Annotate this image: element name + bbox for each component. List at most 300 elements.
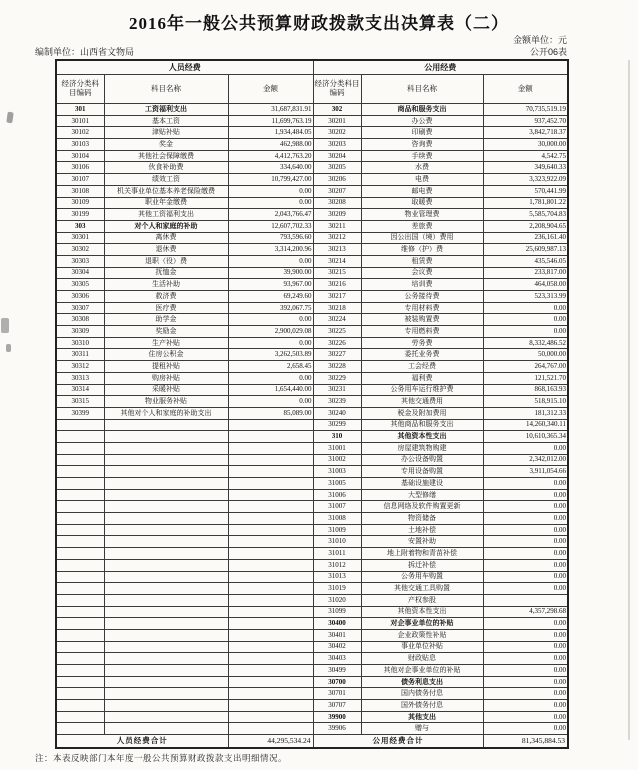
amount-cell: 8,332,486.52 bbox=[483, 337, 568, 349]
amount-cell: 0.00 bbox=[483, 478, 568, 490]
amount-cell: 85,089.00 bbox=[228, 407, 313, 419]
code-cell: 30308 bbox=[56, 314, 104, 326]
table-row bbox=[56, 139, 568, 151]
table-row bbox=[56, 372, 568, 384]
code-cell: 30231 bbox=[313, 384, 361, 396]
code-cell: 30211 bbox=[313, 220, 361, 232]
subject-cell: 土地补偿 bbox=[361, 524, 483, 536]
code-cell: 303 bbox=[56, 220, 104, 232]
table-row bbox=[56, 361, 568, 373]
subject-cell: 其他工资福利支出 bbox=[104, 209, 228, 221]
code-cell: 30104 bbox=[56, 150, 104, 162]
col-header-code-left: 经济分类科目编码 bbox=[56, 75, 104, 104]
subject-cell: 办公费 bbox=[361, 115, 483, 127]
amount-cell: 2,208,904.65 bbox=[483, 220, 568, 232]
amount-cell: 3,314,200.96 bbox=[228, 244, 313, 256]
amount-cell: 0.00 bbox=[483, 629, 568, 641]
subject-cell bbox=[104, 489, 228, 501]
code-cell: 30206 bbox=[313, 174, 361, 186]
table-row bbox=[56, 244, 568, 256]
amount-cell: 264,767.00 bbox=[483, 361, 568, 373]
amount-cell: 462,988.00 bbox=[228, 139, 313, 151]
code-cell: 30399 bbox=[56, 407, 104, 419]
amount-cell: 25,609,987.13 bbox=[483, 244, 568, 256]
code-cell bbox=[56, 431, 104, 443]
table-row bbox=[56, 209, 568, 221]
subject-cell bbox=[104, 700, 228, 712]
subject-cell: 地上附着物和青苗补偿 bbox=[361, 548, 483, 560]
subject-cell: 维修（护）费 bbox=[361, 244, 483, 256]
col-header-amount-right: 金额 bbox=[483, 75, 568, 104]
subject-cell: 公务用车运行维护费 bbox=[361, 384, 483, 396]
amount-cell: 0.00 bbox=[483, 326, 568, 338]
amount-cell bbox=[228, 571, 313, 583]
amount-cell bbox=[228, 700, 313, 712]
code-cell: 30303 bbox=[56, 255, 104, 267]
subject-cell bbox=[104, 629, 228, 641]
subject-cell: 债务利息支出 bbox=[361, 676, 483, 688]
table-row bbox=[56, 665, 568, 677]
code-cell: 301 bbox=[56, 104, 104, 116]
table-row bbox=[56, 466, 568, 478]
subject-cell: 公务接待费 bbox=[361, 291, 483, 303]
amount-cell: 11,699,763.19 bbox=[228, 115, 313, 127]
amount-cell: 0.00 bbox=[483, 442, 568, 454]
amount-cell: 236,161.40 bbox=[483, 232, 568, 244]
code-cell: 30226 bbox=[313, 337, 361, 349]
subject-cell: 办公设备购置 bbox=[361, 454, 483, 466]
subject-cell: 其他资本性支出 bbox=[361, 606, 483, 618]
code-cell: 30199 bbox=[56, 209, 104, 221]
table-row bbox=[56, 314, 568, 326]
code-cell: 30301 bbox=[56, 232, 104, 244]
subject-cell: 专用燃料费 bbox=[361, 326, 483, 338]
section-public-header: 公用经费 bbox=[313, 60, 568, 75]
code-cell: 30215 bbox=[313, 267, 361, 279]
amount-cell: 0.00 bbox=[228, 314, 313, 326]
subject-cell: 物业管理费 bbox=[361, 209, 483, 221]
code-cell: 30307 bbox=[56, 302, 104, 314]
subject-cell bbox=[104, 583, 228, 595]
code-cell: 39900 bbox=[313, 711, 361, 723]
subject-cell bbox=[104, 606, 228, 618]
amount-cell: 0.00 bbox=[483, 559, 568, 571]
amount-cell: 0.00 bbox=[483, 302, 568, 314]
subject-cell: 奖励金 bbox=[104, 326, 228, 338]
subject-cell: 工会经费 bbox=[361, 361, 483, 373]
code-cell: 30106 bbox=[56, 162, 104, 174]
amount-cell bbox=[228, 653, 313, 665]
amount-cell: 0.00 bbox=[483, 501, 568, 513]
table-row bbox=[56, 127, 568, 139]
subject-cell: 公务用车购置 bbox=[361, 571, 483, 583]
amount-cell: 0.00 bbox=[228, 255, 313, 267]
amount-cell: 392,067.75 bbox=[228, 302, 313, 314]
prepared-by: 编制单位：山西省文物局 bbox=[35, 47, 135, 57]
amount-cell bbox=[228, 524, 313, 536]
subject-cell: 其他交通费用 bbox=[361, 396, 483, 408]
amount-cell: 523,313.99 bbox=[483, 291, 568, 303]
code-cell bbox=[56, 641, 104, 653]
subject-cell bbox=[104, 594, 228, 606]
amount-cell: 570,441.99 bbox=[483, 185, 568, 197]
public-total-label: 公用经费合计 bbox=[313, 735, 483, 748]
code-cell: 30216 bbox=[313, 279, 361, 291]
table-row bbox=[56, 629, 568, 641]
subject-cell: 职业年金缴费 bbox=[104, 197, 228, 209]
table-row bbox=[56, 524, 568, 536]
amount-cell: 1,934,484.05 bbox=[228, 127, 313, 139]
code-cell bbox=[56, 688, 104, 700]
col-header-name-left: 科目名称 bbox=[104, 75, 228, 104]
amount-cell: 31,687,831.91 bbox=[228, 104, 313, 116]
code-cell: 30218 bbox=[313, 302, 361, 314]
page-title: 2016年一般公共预算财政拨款支出决算表（二） bbox=[129, 14, 509, 33]
subject-cell: 对企事业单位的补贴 bbox=[361, 618, 483, 630]
amount-cell bbox=[228, 559, 313, 571]
amount-cell: 0.00 bbox=[483, 641, 568, 653]
amount-cell bbox=[228, 583, 313, 595]
code-cell: 31007 bbox=[313, 501, 361, 513]
subject-cell: 其他对个人和家庭的补助支出 bbox=[104, 407, 228, 419]
subject-cell: 水费 bbox=[361, 162, 483, 174]
code-cell: 30212 bbox=[313, 232, 361, 244]
amount-cell bbox=[228, 501, 313, 513]
code-cell: 30204 bbox=[313, 150, 361, 162]
amount-unit-note: 金额单位：元 bbox=[512, 35, 567, 45]
code-cell: 30201 bbox=[313, 115, 361, 127]
amount-cell: 0.00 bbox=[483, 665, 568, 677]
code-cell: 31020 bbox=[313, 594, 361, 606]
code-cell: 30229 bbox=[313, 372, 361, 384]
scan-artifact bbox=[6, 112, 13, 124]
code-cell: 30314 bbox=[56, 384, 104, 396]
code-cell: 30217 bbox=[313, 291, 361, 303]
code-cell: 30209 bbox=[313, 209, 361, 221]
amount-cell bbox=[228, 454, 313, 466]
code-cell: 31013 bbox=[313, 571, 361, 583]
subject-cell: 生产补贴 bbox=[104, 337, 228, 349]
code-cell: 31008 bbox=[313, 513, 361, 525]
subject-cell: 津贴补贴 bbox=[104, 127, 228, 139]
subject-cell: 物资储备 bbox=[361, 513, 483, 525]
section-header-row bbox=[56, 60, 568, 75]
code-cell bbox=[56, 548, 104, 560]
subject-cell: 其他社会保障缴费 bbox=[104, 150, 228, 162]
subject-cell: 工资福利支出 bbox=[104, 104, 228, 116]
subject-cell: 其他资本性支出 bbox=[361, 431, 483, 443]
amount-cell: 0.00 bbox=[228, 372, 313, 384]
subject-cell: 劳务费 bbox=[361, 337, 483, 349]
subject-cell bbox=[104, 501, 228, 513]
table-row bbox=[56, 407, 568, 419]
subject-cell bbox=[104, 688, 228, 700]
scan-artifact bbox=[6, 344, 11, 352]
subject-cell: 退休费 bbox=[104, 244, 228, 256]
subject-cell: 企业政策性补贴 bbox=[361, 629, 483, 641]
subject-cell bbox=[104, 559, 228, 571]
amount-cell: 0.00 bbox=[228, 185, 313, 197]
code-cell bbox=[56, 700, 104, 712]
amount-cell: 39,900.00 bbox=[228, 267, 313, 279]
code-cell: 31012 bbox=[313, 559, 361, 571]
col-header-amount-left: 金额 bbox=[228, 75, 313, 104]
amount-cell: 3,262,503.89 bbox=[228, 349, 313, 361]
table-row bbox=[56, 454, 568, 466]
amount-cell: 435,546.05 bbox=[483, 255, 568, 267]
amount-cell: 0.00 bbox=[228, 396, 313, 408]
table-row bbox=[56, 688, 568, 700]
subject-cell: 拆迁补偿 bbox=[361, 559, 483, 571]
table-row bbox=[56, 291, 568, 303]
amount-cell: 0.00 bbox=[483, 688, 568, 700]
code-cell bbox=[56, 524, 104, 536]
code-cell: 30302 bbox=[56, 244, 104, 256]
code-cell: 30101 bbox=[56, 115, 104, 127]
amount-cell: 181,312.33 bbox=[483, 407, 568, 419]
amount-cell: 0.00 bbox=[483, 618, 568, 630]
subject-cell: 救济费 bbox=[104, 291, 228, 303]
table-row bbox=[56, 583, 568, 595]
code-cell: 31010 bbox=[313, 536, 361, 548]
subject-cell bbox=[104, 618, 228, 630]
code-cell: 30202 bbox=[313, 127, 361, 139]
code-cell bbox=[56, 489, 104, 501]
subject-cell: 绩效工资 bbox=[104, 174, 228, 186]
subject-cell: 取暖费 bbox=[361, 197, 483, 209]
subject-cell bbox=[104, 524, 228, 536]
public-total-amount: 81,345,884.53 bbox=[483, 735, 568, 748]
code-cell: 30224 bbox=[313, 314, 361, 326]
subject-cell: 基本工资 bbox=[104, 115, 228, 127]
code-cell: 30700 bbox=[313, 676, 361, 688]
code-cell: 30214 bbox=[313, 255, 361, 267]
code-cell: 31019 bbox=[313, 583, 361, 595]
code-cell: 30309 bbox=[56, 326, 104, 338]
amount-cell bbox=[228, 665, 313, 677]
code-cell bbox=[56, 559, 104, 571]
amount-cell: 0.00 bbox=[228, 197, 313, 209]
code-cell bbox=[56, 676, 104, 688]
code-cell: 31011 bbox=[313, 548, 361, 560]
col-header-name-right: 科目名称 bbox=[361, 75, 483, 104]
table-row bbox=[56, 419, 568, 431]
subject-cell bbox=[104, 676, 228, 688]
subject-cell: 其他支出 bbox=[361, 711, 483, 723]
subject-cell: 奖金 bbox=[104, 139, 228, 151]
code-cell: 30203 bbox=[313, 139, 361, 151]
subject-cell: 被装购置费 bbox=[361, 314, 483, 326]
table-row bbox=[56, 104, 568, 116]
subject-cell bbox=[104, 548, 228, 560]
amount-cell: 349,640.33 bbox=[483, 162, 568, 174]
subject-cell: 事业单位补贴 bbox=[361, 641, 483, 653]
amount-cell: 3,911,054.66 bbox=[483, 466, 568, 478]
table-row bbox=[56, 723, 568, 735]
amount-cell: 3,842,718.37 bbox=[483, 127, 568, 139]
amount-cell: 937,452.70 bbox=[483, 115, 568, 127]
amount-cell: 518,915.10 bbox=[483, 396, 568, 408]
table-row bbox=[56, 337, 568, 349]
subject-cell bbox=[104, 466, 228, 478]
subject-cell bbox=[104, 723, 228, 735]
table-row bbox=[56, 711, 568, 723]
scan-artifact bbox=[1, 318, 9, 333]
subject-cell: 信息网络及软件购置更新 bbox=[361, 501, 483, 513]
amount-cell bbox=[228, 594, 313, 606]
column-header-row bbox=[56, 75, 568, 104]
subject-cell: 住房公积金 bbox=[104, 349, 228, 361]
code-cell bbox=[56, 442, 104, 454]
table-row bbox=[56, 641, 568, 653]
amount-cell: 0.00 bbox=[483, 513, 568, 525]
table-row bbox=[56, 279, 568, 291]
table-row bbox=[56, 162, 568, 174]
table-row bbox=[56, 232, 568, 244]
table-row bbox=[56, 197, 568, 209]
table-row bbox=[56, 700, 568, 712]
amount-cell: 10,610,365.34 bbox=[483, 431, 568, 443]
subject-cell: 购房补贴 bbox=[104, 372, 228, 384]
amount-cell bbox=[228, 419, 313, 431]
subject-cell: 邮电费 bbox=[361, 185, 483, 197]
amount-cell: 1,654,440.00 bbox=[228, 384, 313, 396]
code-cell: 30228 bbox=[313, 361, 361, 373]
amount-cell: 233,817.00 bbox=[483, 267, 568, 279]
code-cell: 30707 bbox=[313, 700, 361, 712]
table-row bbox=[56, 594, 568, 606]
subject-cell bbox=[104, 653, 228, 665]
subject-cell: 抚恤金 bbox=[104, 267, 228, 279]
subject-cell: 其他商品和服务支出 bbox=[361, 419, 483, 431]
code-cell bbox=[56, 454, 104, 466]
amount-cell: 14,260,340.11 bbox=[483, 419, 568, 431]
table-row bbox=[56, 513, 568, 525]
table-row bbox=[56, 220, 568, 232]
table-row bbox=[56, 501, 568, 513]
amount-cell: 4,357,298.68 bbox=[483, 606, 568, 618]
subject-cell bbox=[104, 513, 228, 525]
subject-cell: 财政贴息 bbox=[361, 653, 483, 665]
subject-cell bbox=[104, 536, 228, 548]
code-cell: 30240 bbox=[313, 407, 361, 419]
table-row bbox=[56, 174, 568, 186]
subject-cell: 退职（役）费 bbox=[104, 255, 228, 267]
amount-cell bbox=[228, 536, 313, 548]
subject-cell bbox=[104, 419, 228, 431]
subject-cell: 生活补助 bbox=[104, 279, 228, 291]
amount-cell: 868,163.93 bbox=[483, 384, 568, 396]
table-row bbox=[56, 185, 568, 197]
code-cell bbox=[56, 513, 104, 525]
subject-cell bbox=[104, 571, 228, 583]
table-row bbox=[56, 536, 568, 548]
amount-cell: 2,658.45 bbox=[228, 361, 313, 373]
subject-cell: 租赁费 bbox=[361, 255, 483, 267]
subject-cell: 电费 bbox=[361, 174, 483, 186]
amount-cell bbox=[228, 489, 313, 501]
subject-cell: 大型修缮 bbox=[361, 489, 483, 501]
amount-cell: 2,342,012.00 bbox=[483, 454, 568, 466]
subject-cell: 咨询费 bbox=[361, 139, 483, 151]
code-cell bbox=[56, 536, 104, 548]
amount-cell bbox=[228, 711, 313, 723]
amount-cell: 5,585,704.83 bbox=[483, 209, 568, 221]
amount-cell: 0.00 bbox=[483, 489, 568, 501]
scan-edge-shadow bbox=[628, 60, 630, 740]
amount-cell: 0.00 bbox=[483, 700, 568, 712]
amount-cell: 30,000.00 bbox=[483, 139, 568, 151]
code-cell bbox=[56, 618, 104, 630]
subject-cell: 采暖补贴 bbox=[104, 384, 228, 396]
code-cell bbox=[56, 629, 104, 641]
table-row bbox=[56, 115, 568, 127]
code-cell: 30499 bbox=[313, 665, 361, 677]
code-cell: 30239 bbox=[313, 396, 361, 408]
code-cell: 30306 bbox=[56, 291, 104, 303]
code-cell: 30310 bbox=[56, 337, 104, 349]
subject-cell: 培训费 bbox=[361, 279, 483, 291]
code-cell bbox=[56, 711, 104, 723]
amount-cell: 50,000.00 bbox=[483, 349, 568, 361]
code-cell bbox=[56, 478, 104, 490]
subject-cell: 商品和服务支出 bbox=[361, 104, 483, 116]
subject-cell: 其他交通工具购置 bbox=[361, 583, 483, 595]
code-cell: 30107 bbox=[56, 174, 104, 186]
code-cell bbox=[56, 594, 104, 606]
subject-cell: 提租补贴 bbox=[104, 361, 228, 373]
code-cell: 31006 bbox=[313, 489, 361, 501]
code-cell: 30225 bbox=[313, 326, 361, 338]
subject-cell: 差旅费 bbox=[361, 220, 483, 232]
table-row bbox=[56, 349, 568, 361]
subject-cell: 国外债务付息 bbox=[361, 700, 483, 712]
code-cell: 30312 bbox=[56, 361, 104, 373]
code-cell: 31005 bbox=[313, 478, 361, 490]
table-row bbox=[56, 326, 568, 338]
subject-cell: 助学金 bbox=[104, 314, 228, 326]
code-cell: 30208 bbox=[313, 197, 361, 209]
code-cell: 30227 bbox=[313, 349, 361, 361]
code-cell bbox=[56, 466, 104, 478]
table-row bbox=[56, 676, 568, 688]
amount-cell: 121,521.70 bbox=[483, 372, 568, 384]
subject-cell: 对个人和家庭的补助 bbox=[104, 220, 228, 232]
amount-cell bbox=[228, 676, 313, 688]
code-cell: 30109 bbox=[56, 197, 104, 209]
subject-cell: 伙食补助费 bbox=[104, 162, 228, 174]
code-cell: 302 bbox=[313, 104, 361, 116]
amount-cell bbox=[228, 478, 313, 490]
code-cell: 30403 bbox=[313, 653, 361, 665]
code-cell bbox=[56, 583, 104, 595]
code-cell: 31009 bbox=[313, 524, 361, 536]
amount-cell: 69,249.60 bbox=[228, 291, 313, 303]
code-cell: 39906 bbox=[313, 723, 361, 735]
subject-cell: 机关事业单位基本养老保险缴费 bbox=[104, 185, 228, 197]
table-row bbox=[56, 302, 568, 314]
table-body bbox=[56, 104, 568, 735]
code-cell: 30315 bbox=[56, 396, 104, 408]
amount-cell bbox=[228, 723, 313, 735]
subject-cell bbox=[104, 431, 228, 443]
code-cell: 30102 bbox=[56, 127, 104, 139]
subject-cell bbox=[104, 711, 228, 723]
amount-cell: 464,058.00 bbox=[483, 279, 568, 291]
code-cell: 30401 bbox=[313, 629, 361, 641]
table-row bbox=[56, 489, 568, 501]
code-cell bbox=[56, 723, 104, 735]
